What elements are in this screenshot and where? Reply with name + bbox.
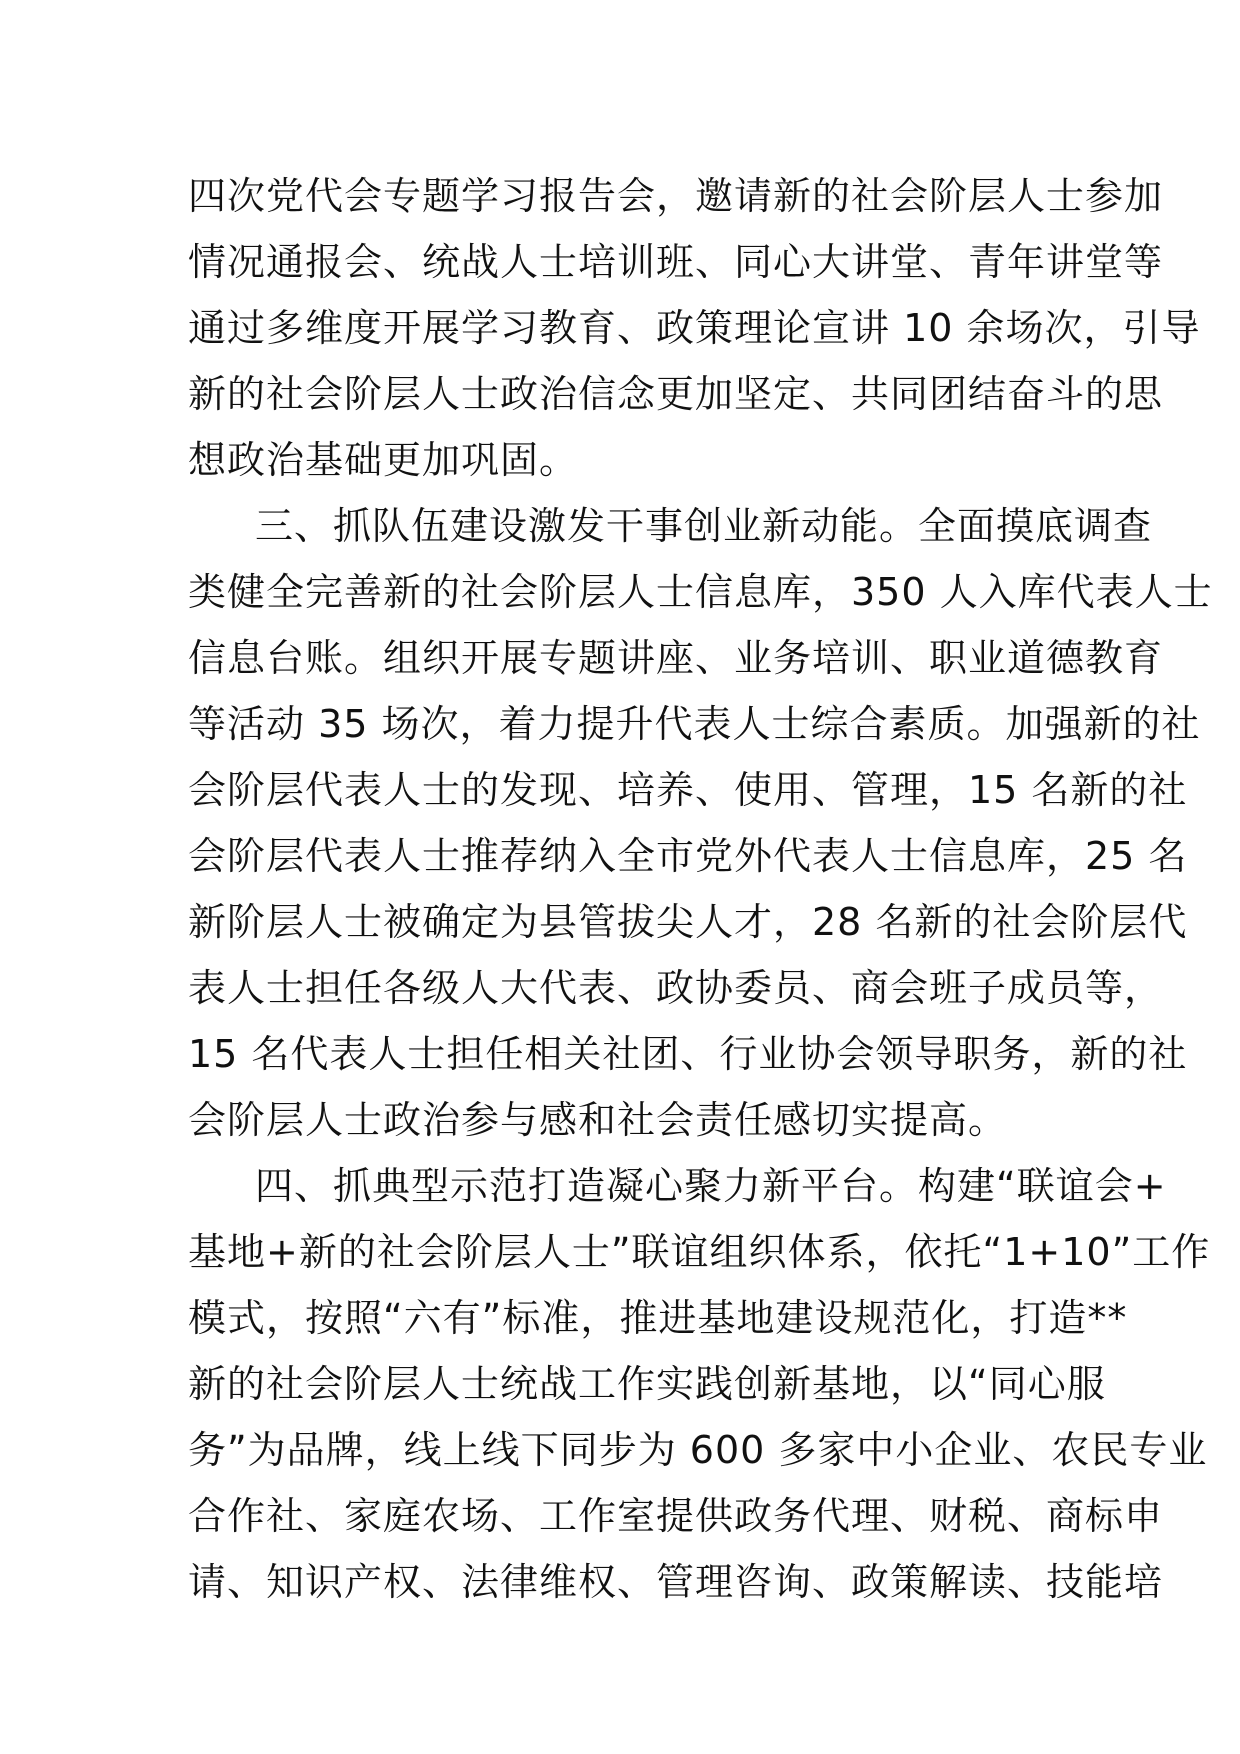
paragraph-heading-line: 四、抓典型示范打造凝心聚力新平台。构建“联谊会+ xyxy=(255,1164,1167,1208)
text-line: 基地+新的社会阶层人士”联谊组织体系，依托“1+10”工作 xyxy=(188,1230,1211,1274)
text-line: 等活动 35 场次，着力提升代表人士综合素质。加强新的社 xyxy=(188,702,1201,746)
text-line: 情况通报会、统战人士培训班、同心大讲堂、青年讲堂等 xyxy=(188,240,1164,284)
text-line: 请、知识产权、法律维权、管理咨询、政策解读、技能培 xyxy=(188,1560,1164,1604)
text-line: 新的社会阶层人士统战工作实践创新基地，以“同心服 xyxy=(188,1362,1106,1406)
text-line: 信息台账。组织开展专题讲座、业务培训、职业道德教育 xyxy=(188,636,1164,680)
text-line: 会阶层代表人士推荐纳入全市党外代表人士信息库，25 名 xyxy=(188,834,1188,878)
text-line: 模式，按照“六有”标准，推进基地建设规范化，打造** xyxy=(188,1296,1128,1340)
text-line: 会阶层代表人士的发现、培养、使用、管理，15 名新的社 xyxy=(188,768,1188,812)
text-line: 想政治基础更加巩固。 xyxy=(188,438,579,482)
text-line: 新的社会阶层人士政治信念更加坚定、共同团结奋斗的思 xyxy=(188,372,1164,416)
text-line: 新阶层人士被确定为县管拔尖人才，28 名新的社会阶层代 xyxy=(188,900,1188,944)
text-line: 类健全完善新的社会阶层人士信息库，350 人入库代表人士 xyxy=(188,570,1213,614)
paragraph-heading-line: 三、抓队伍建设激发干事创业新动能。全面摸底调查 xyxy=(255,504,1153,548)
text-line: 表人士担任各级人大代表、政协委员、商会班子成员等， xyxy=(188,966,1164,1010)
text-line: 15 名代表人士担任相关社团、行业协会领导职务，新的社 xyxy=(188,1032,1188,1076)
text-line: 合作社、家庭农场、工作室提供政务代理、财税、商标申 xyxy=(188,1494,1164,1538)
text-line: 四次党代会专题学习报告会，邀请新的社会阶层人士参加 xyxy=(188,174,1164,218)
text-line: 会阶层人士政治参与感和社会责任感切实提高。 xyxy=(188,1098,1008,1142)
text-line: 务”为品牌，线上线下同步为 600 多家中小企业、农民专业 xyxy=(188,1428,1208,1472)
text-line: 通过多维度开展学习教育、政策理论宣讲 10 余场次，引导 xyxy=(188,306,1201,350)
